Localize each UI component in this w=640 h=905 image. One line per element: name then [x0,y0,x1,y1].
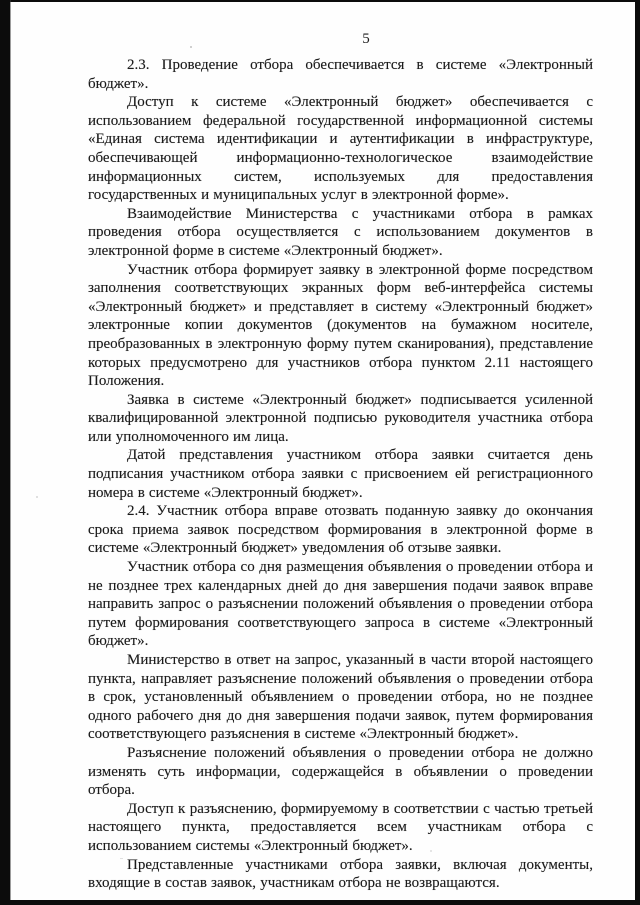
paragraph: 2.3. Проведение отбора обеспечивается в системе «Электронный бюджет». [88,57,593,92]
scan-noise [36,496,38,498]
scan-noise [128,452,130,453]
paragraph: 2.4. Участник отбора вправе отозвать поданную заявку до окончания срока приема заявок посредством формирования в электронной форме в системе «Электронный бюджет» уведомления об отзыве заявки. [88,503,593,557]
scan-edge-left [0,0,10,905]
scan-edge-bottom [0,900,640,905]
scan-noise [250,885,252,887]
paragraph: Заявка в системе «Электронный бюджет» подписывается усиленной квалифицированной электронной подписью руководителя участника отбора или уполномоченного им лица. [88,391,593,445]
scan-edge-top [0,0,640,2]
scan-noise [560,300,562,301]
paragraph: Представленные участниками отбора заявки, включая документы, входящие в состав заявок, участникам отбора не возвращаются. [88,856,593,892]
paragraph: Доступ к системе «Электронный бюджет» обеспечивается с использованием федеральной государственной информационной системы «Единая система идентификации и аутентификации в инфраструктуре, обеспечивающей информационно-технологическое взаимодействие информационных систем, используемых для предоставления государственных и муниципальных услуг в электронной форме». [88,94,593,204]
paragraph: Участник отбора со дня размещения объявления о проведении отбора и не позднее трех календарных дней до дня завершения подачи заявок вправе направить запрос о разъяснении положений объявления о проведении отбора путем формирования соответствующего запроса в системе «Электронный бюджет». [88,559,593,650]
scan-edge-right [635,0,640,905]
page-number: 5 [362,31,370,47]
scan-noise [190,46,192,48]
paragraph: Министерство в ответ на запрос, указанный в части второй настоящего пункта, направляет разъяснение положений объявления о проведении отбора в срок, установленный объявлением о проведении отбора, но не позднее одного рабочего дня до дня завершения подачи заявок, путем формирования соответствующего разъяснения в системе «Электронный бюджет». [88,652,593,743]
paragraph: Участник отбора формирует заявку в электронной форме посредством заполнения соответствующих экранных форм веб-интерфейса системы «Электронный бюджет» и представляет в систему «Электронный бюджет» электронные копии документов (документов на бумажном носителе, преобразованных в электронную форму путем сканирования), представление которых предусмотрено для участников отбора пунктом 2.11 настоящего Положения. [88,261,593,390]
scan-noise [120,858,123,859]
paragraph: Разъяснение положений объявления о проведении отбора не должно изменять суть информации, содержащейся в объявлении о проведении отбора. [88,744,593,799]
scan-noise [430,850,432,852]
paragraph: Датой представления участником отбора заявки считается день подписания участником отбора заявки с присвоением ей регистрационного номера в системе «Электронный бюджет». [88,447,593,501]
paragraph: Доступ к разъяснению, формируемому в соответствии с частью третьей настоящего пункта, предоставляется всем участникам отбора с использованием системы «Электронный бюджет». [88,800,593,854]
document-body [88,56,593,893]
scan-noise [300,842,302,844]
paragraph: Взаимодействие Министерства с участниками отбора в рамках проведения отбора осуществляется с использованием документов в электронной форме в системе «Электронный бюджет». [88,205,593,259]
